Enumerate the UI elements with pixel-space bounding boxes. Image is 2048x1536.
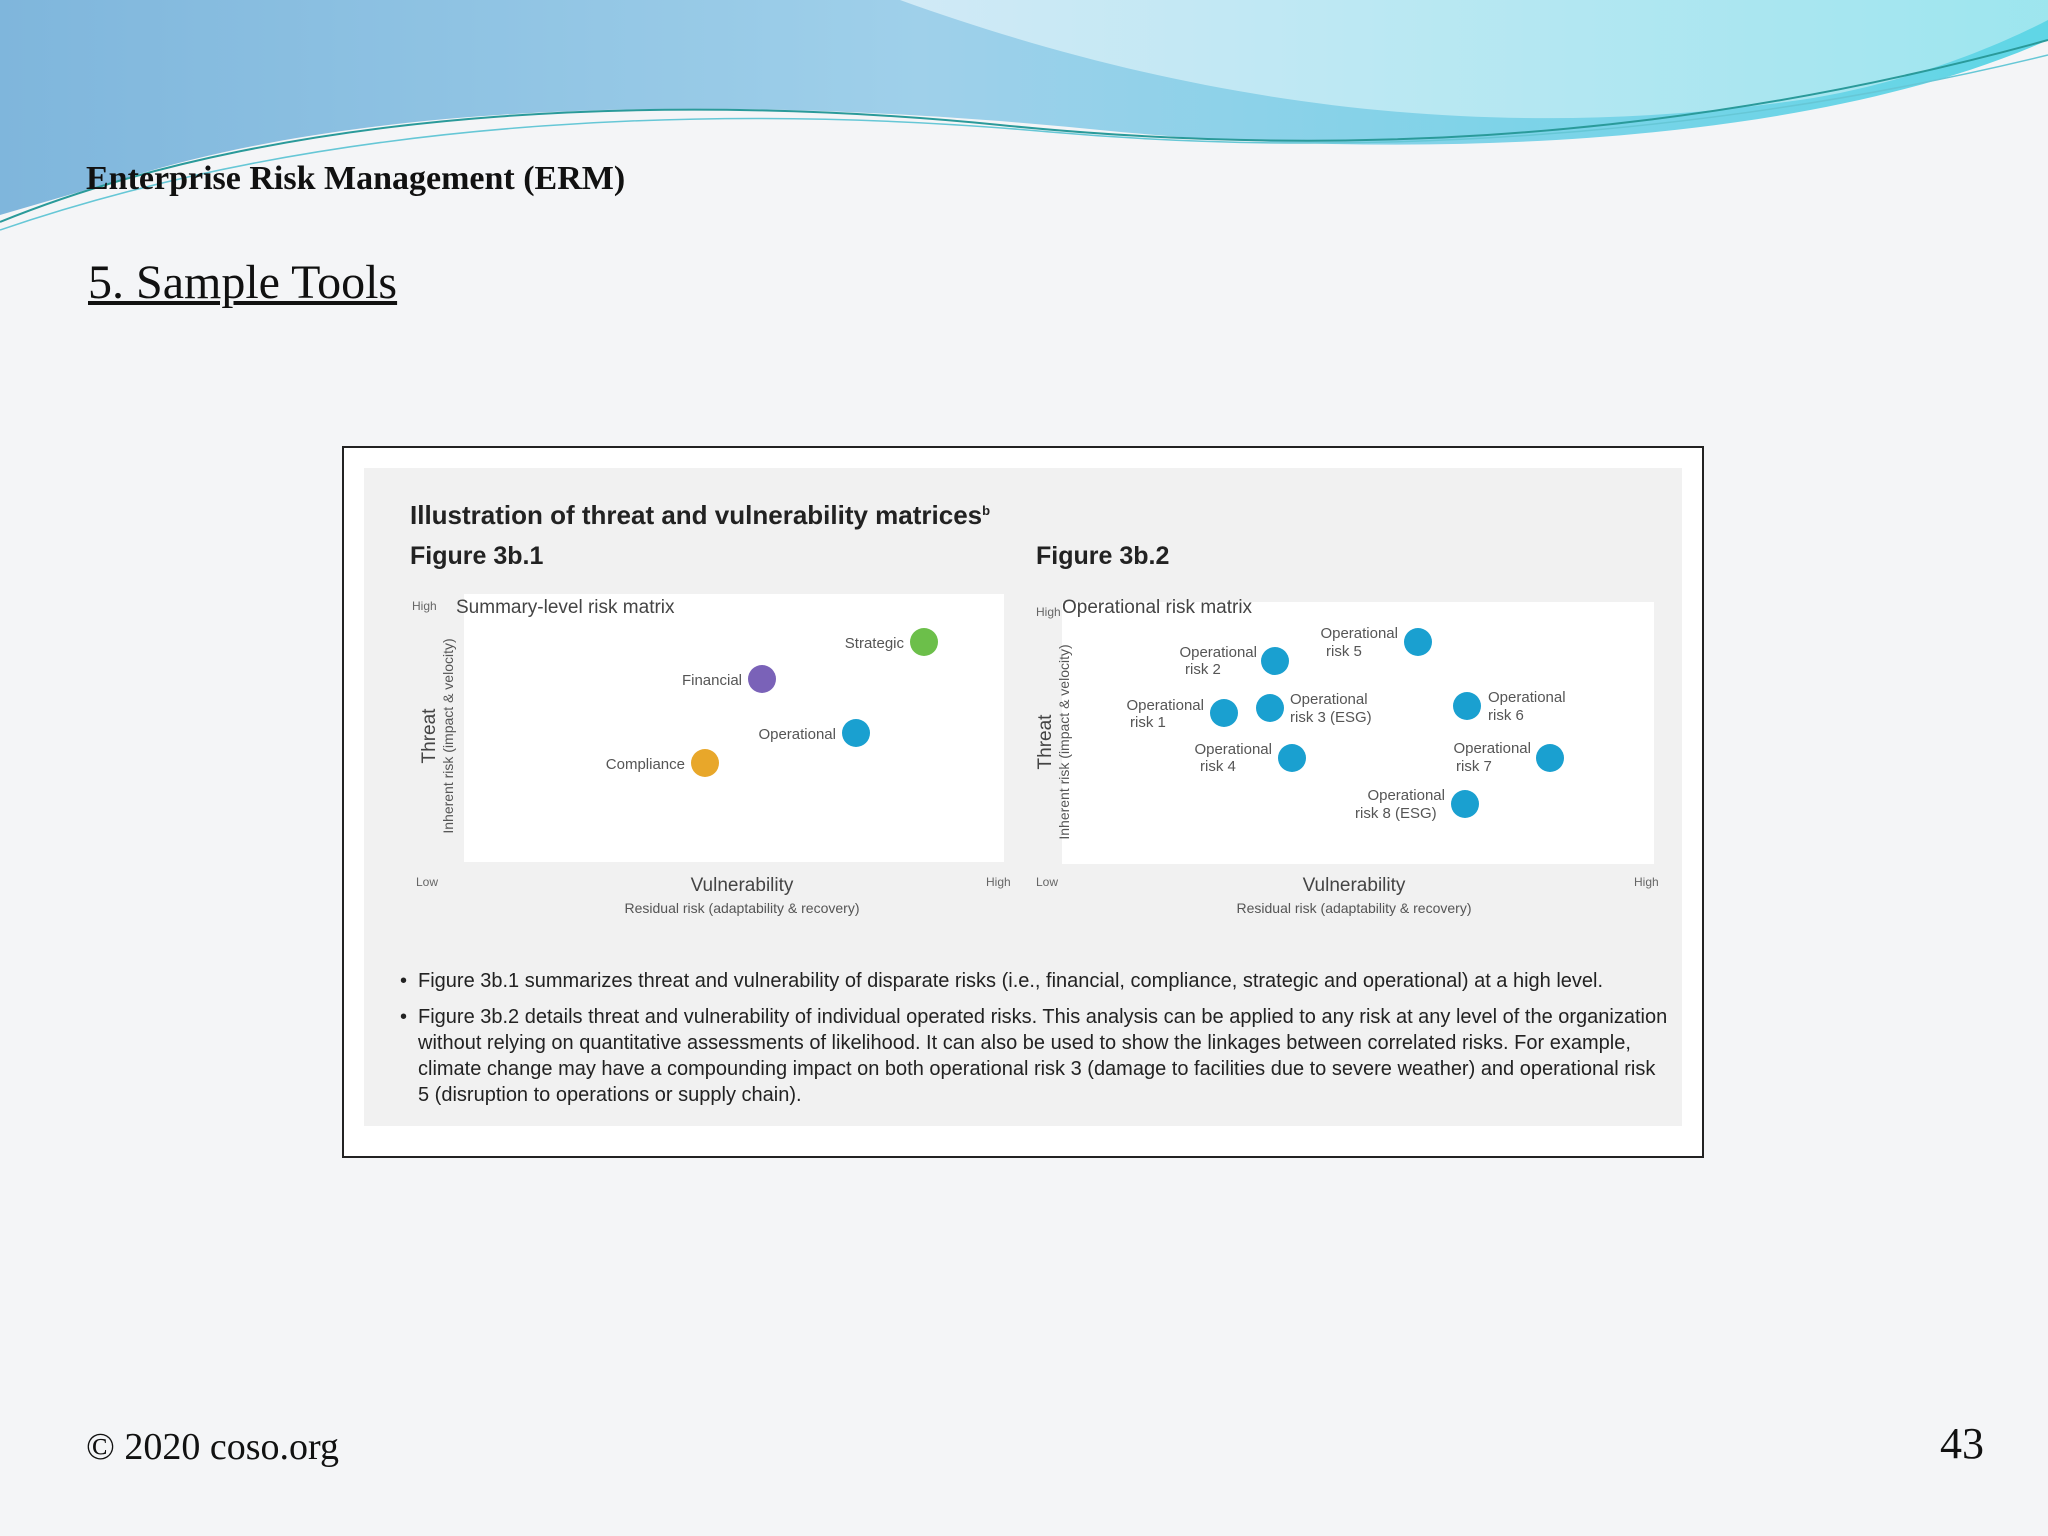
matrix2-point-operational-risk-1-marker (1210, 699, 1238, 727)
figure-bullet-1: • Figure 3b.1 summarizes threat and vulnerability of disparate risks (i.e., financial, compliance, strategic and operational) at a high level. (400, 968, 1670, 994)
matrix2-point-operational-risk-5-label-line1: Operational (1320, 625, 1398, 642)
matrix1-x-axis-sublabel: Residual risk (adaptability & recovery) (624, 900, 860, 916)
matrix2-x-high-label: High (1634, 875, 1659, 889)
matrix2-point-operational-risk-8-esg (1355, 787, 1479, 822)
matrix1-x-axis-label: Vulnerability (690, 875, 794, 896)
matrix2-point-operational-risk-2-label-line1: Operational (1179, 644, 1257, 661)
figure-panel (364, 468, 1682, 1126)
matrix2-point-operational-risk-6-label-line2: risk 6 (1488, 707, 1524, 724)
matrix2-title: Operational risk matrix (1062, 597, 1253, 618)
matrix1-point-operational-label: Operational (758, 726, 836, 743)
matrix2-point-operational-risk-4-marker (1278, 744, 1306, 772)
figure-bullet-list (400, 968, 1670, 1118)
figure-3b2-label: Figure 3b.2 (1036, 542, 1170, 570)
matrix2-point-operational-risk-8-esg-marker (1451, 790, 1479, 818)
matrix1-point-financial-label: Financial (681, 672, 742, 689)
matrix2-point-operational-risk-1-label-line1: Operational (1126, 697, 1204, 714)
matrix2-point-operational-risk-5-label-line2: risk 5 (1326, 643, 1362, 660)
slide-heading: 5. Sample Tools (88, 256, 398, 309)
figure-frame (342, 446, 1704, 1158)
matrix2-point-operational-risk-5-marker (1404, 628, 1432, 656)
matrix2-point-operational-risk-6-label-line1: Operational (1488, 689, 1566, 706)
matrix2-point-operational-risk-3-esg-label-line2: risk 3 (ESG) (1290, 709, 1372, 726)
matrix1-y-axis-label: Threat (419, 708, 440, 764)
matrix2-x-low-label: Low (1036, 875, 1059, 889)
matrix2-x-axis-sublabel: Residual risk (adaptability & recovery) (1236, 900, 1472, 916)
matrix2-y-axis-sublabel: Inherent risk (impact & velocity) (1056, 644, 1072, 840)
matrix1-point-strategic-label: Strategic (844, 635, 904, 652)
matrix2-point-operational-risk-8-esg-label-line2: risk 8 (ESG) (1355, 805, 1437, 822)
matrix2-y-high-label: High (1036, 605, 1061, 619)
matrix2-point-operational-risk-6-marker (1453, 692, 1481, 720)
footer-copyright: © 2020 coso.org (86, 1426, 339, 1468)
matrix1-point-compliance-marker (691, 749, 719, 777)
matrix2-y-axis-label: Threat (1035, 714, 1056, 770)
page-number: 43 (1940, 1419, 1984, 1468)
matrix1-point-financial-marker (748, 665, 776, 693)
figure-bullet-2: • Figure 3b.2 details threat and vulnerability of individual operated risks. This analysis can be applied to any risk at any level of the organization without relying on quantitative assessments of likelihood. It can also be used to show the linkages between correlated risks. For example, climate change may have a compounding impact on both operational risk 3 (damage to facilities due to severe weather) and operational risk 5 (disruption to operations or supply chain). (400, 1004, 1670, 1108)
matrix1-point-operational-marker (842, 719, 870, 747)
matrix2-point-operational-risk-2-marker (1261, 647, 1289, 675)
matrix2-point-operational-risk-3-esg (1256, 691, 1372, 726)
matrix2-point-operational-risk-7-label-line2: risk 7 (1456, 758, 1492, 775)
matrix2-point-operational-risk-2-label-line2: risk 2 (1185, 661, 1221, 678)
matrix1-point-compliance-label: Compliance (605, 756, 685, 773)
matrix1-title: Summary-level risk matrix (456, 597, 675, 618)
matrix1-y-high-label: High (412, 599, 437, 613)
matrix2-x-axis-label: Vulnerability (1302, 875, 1406, 896)
figure-title: Illustration of threat and vulnerability matrices$^b$ (410, 500, 991, 530)
matrix2-point-operational-risk-7-label-line1: Operational (1453, 740, 1531, 757)
matrix2-point-operational-risk-8-esg-label-line1: Operational (1367, 787, 1445, 804)
matrix1-point-strategic-marker (910, 628, 938, 656)
deck-title: Enterprise Risk Management (ERM) (86, 160, 626, 197)
matrix2-point-operational-risk-3-esg-marker (1256, 694, 1284, 722)
matrix1-y-axis-sublabel: Inherent risk (impact & velocity) (440, 638, 456, 834)
figure-3b1-label: Figure 3b.1 (410, 542, 544, 570)
matrix2-point-operational-risk-3-esg-label-line1: Operational (1290, 691, 1368, 708)
matrix2-point-operational-risk-1-label-line2: risk 1 (1130, 714, 1166, 731)
matrix2-point-operational-risk-4-label-line1: Operational (1194, 741, 1272, 758)
matrix1-x-low-label: Low (416, 875, 439, 889)
header-wave-decoration (0, 0, 2048, 240)
matrix2-point-operational-risk-7-marker (1536, 744, 1564, 772)
matrix1-x-high-label: High (986, 875, 1011, 889)
matrix2-point-operational-risk-4-label-line2: risk 4 (1200, 758, 1236, 775)
